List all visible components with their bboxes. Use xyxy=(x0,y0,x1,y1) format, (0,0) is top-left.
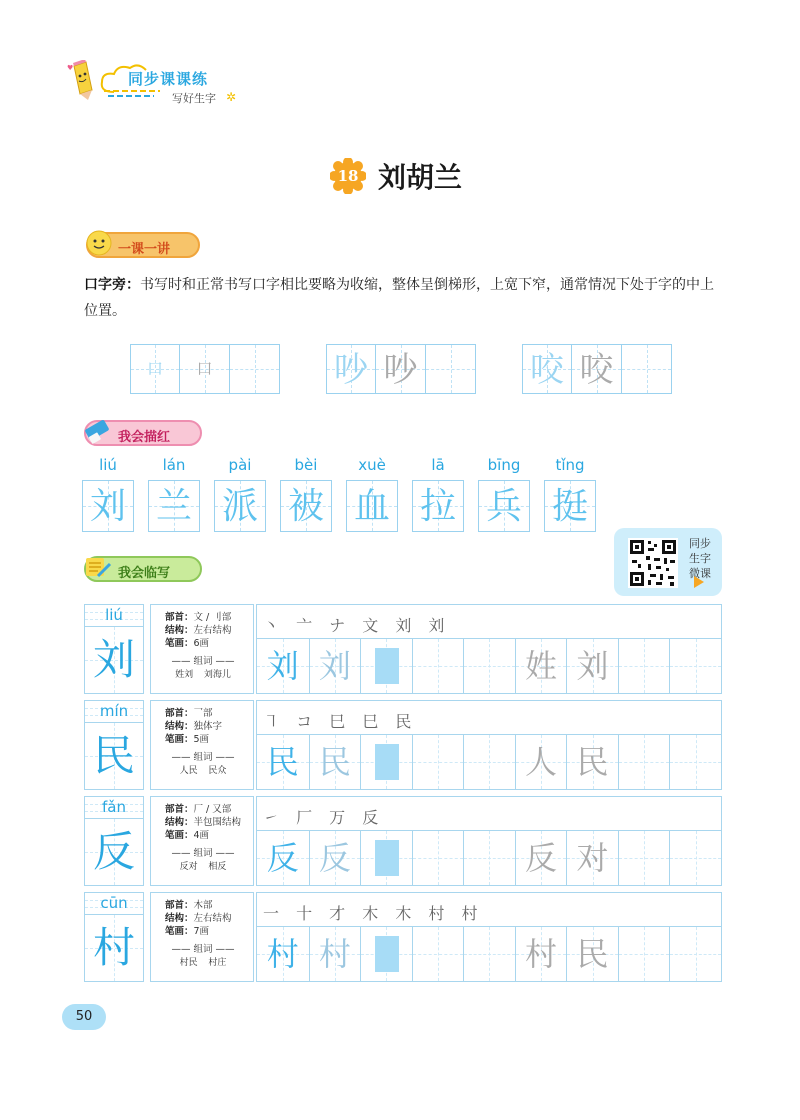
practice-cell[interactable] xyxy=(618,639,670,693)
stroke-order: ㇕ コ 巳 巳 民 xyxy=(263,712,418,731)
svg-text:♥: ♥ xyxy=(67,64,74,72)
model-char-cell xyxy=(84,796,144,886)
trace-cell[interactable] xyxy=(148,480,200,532)
practice-grid xyxy=(256,892,722,982)
trace-pinyin: liú xyxy=(99,456,117,474)
model-char-grid xyxy=(85,819,143,885)
qr-label-line: 生字 xyxy=(689,552,711,565)
intro-text: 书写时和正常书写口字相比要略为收缩，整体呈倒梯形，上宽下窄，通常情况下处于字的中上位置。 xyxy=(84,277,714,319)
practice-cell[interactable] xyxy=(412,831,464,885)
trace-item xyxy=(412,456,464,532)
practice-char: 村 xyxy=(318,935,351,973)
practice-cell[interactable] xyxy=(618,831,670,885)
practice-cells xyxy=(257,927,721,981)
trace-pinyin: lā xyxy=(431,456,445,474)
pinyin-lines xyxy=(85,893,143,915)
page-number-badge xyxy=(62,1004,106,1030)
example-cell[interactable] xyxy=(426,344,476,394)
model-char-cell xyxy=(84,604,144,694)
practice-cell[interactable] xyxy=(412,735,464,789)
model-char: 村 xyxy=(92,923,135,972)
radical-line xyxy=(165,803,253,816)
page-number: 50 xyxy=(75,1009,93,1024)
practice-char: 民 xyxy=(266,743,299,781)
trace-pinyin: bīng xyxy=(487,456,521,474)
section-copy-label: 我会临写 xyxy=(118,566,171,581)
radical-line xyxy=(165,611,253,624)
example-char: 口 xyxy=(146,359,163,378)
trace-char: 兵 xyxy=(485,486,522,527)
practice-cell xyxy=(309,831,361,885)
trace-char: 派 xyxy=(221,486,258,527)
strokes-value: 7画 xyxy=(193,926,210,937)
trace-item xyxy=(82,456,134,532)
play-icon[interactable] xyxy=(694,576,704,588)
series-subtitle: 写好生字 xyxy=(172,92,216,105)
example-cell[interactable] xyxy=(622,344,672,394)
structure-value: 左右结构 xyxy=(193,913,232,924)
example-cell xyxy=(130,344,180,394)
trace-cell[interactable] xyxy=(280,480,332,532)
model-pinyin: liú xyxy=(105,606,123,624)
qr-label xyxy=(684,536,716,581)
trace-pinyin: xuè xyxy=(358,456,386,474)
practice-cell xyxy=(360,639,412,693)
trace-char: 拉 xyxy=(419,486,456,527)
words-list: 人民 民众 xyxy=(179,766,227,776)
practice-cell xyxy=(515,831,567,885)
practice-char: 刘 xyxy=(318,647,351,685)
example-char: 吵 xyxy=(383,350,418,390)
section-lecture-label: 一课一讲 xyxy=(118,242,171,257)
sun-icon: ✲ xyxy=(226,90,237,104)
trace-cell[interactable] xyxy=(412,480,464,532)
trace-item xyxy=(544,456,596,532)
example-cell xyxy=(376,344,426,394)
char-info-box xyxy=(150,796,254,886)
dash-decoration xyxy=(104,88,164,98)
strokes-line xyxy=(165,925,253,938)
micro-lesson-qr-card[interactable] xyxy=(614,528,722,596)
structure-label: 结构： xyxy=(165,721,194,732)
practice-cell xyxy=(566,639,618,693)
series-logo xyxy=(60,52,240,112)
trace-item xyxy=(148,456,200,532)
trace-pinyin: tǐng xyxy=(555,456,585,474)
structure-line xyxy=(165,912,253,925)
practice-cell xyxy=(360,735,412,789)
model-char-cell xyxy=(84,892,144,982)
model-char-grid xyxy=(85,723,143,789)
model-char: 刘 xyxy=(92,635,135,684)
radical-value: 厂 / 又部 xyxy=(193,804,232,815)
strokes-value: 4画 xyxy=(193,830,210,841)
intro-term: 口字旁： xyxy=(84,277,140,293)
practice-cell xyxy=(566,735,618,789)
radical-label: 部首： xyxy=(165,804,194,815)
practice-cell[interactable] xyxy=(412,639,464,693)
practice-cell xyxy=(257,927,309,981)
model-char: 民 xyxy=(92,731,135,780)
trace-row xyxy=(82,456,602,532)
pinyin-lines xyxy=(85,797,143,819)
practice-grid xyxy=(256,604,722,694)
stroke-order-box xyxy=(257,701,721,735)
stroke-order-box xyxy=(257,605,721,639)
trace-char: 刘 xyxy=(89,486,126,527)
practice-char: 民 xyxy=(318,743,351,781)
radical-line xyxy=(165,899,253,912)
pinyin-lines xyxy=(85,605,143,627)
strokes-label: 笔画： xyxy=(165,926,194,937)
pencil-mascot-icon xyxy=(66,60,96,104)
lesson-number: 18 xyxy=(337,167,359,185)
trace-cell[interactable] xyxy=(346,480,398,532)
practice-cell[interactable] xyxy=(669,831,721,885)
practice-char: 村 xyxy=(525,935,558,973)
lesson-number-badge xyxy=(330,158,366,194)
practice-cell xyxy=(566,927,618,981)
strokes-value: 6画 xyxy=(193,638,210,649)
practice-char: 反 xyxy=(318,839,351,877)
radical-label: 部首： xyxy=(165,708,194,719)
stroke-hint-shape xyxy=(375,648,399,684)
lesson-title-bar xyxy=(0,152,800,202)
practice-char: 对 xyxy=(576,839,609,877)
example-group-chao xyxy=(326,344,476,394)
practice-char: 反 xyxy=(266,839,299,877)
trace-cell[interactable] xyxy=(478,480,530,532)
radical-value: 乛部 xyxy=(193,708,213,719)
section-lecture-pill xyxy=(86,232,200,258)
radical-label: 部首： xyxy=(165,900,194,911)
practice-cell xyxy=(257,831,309,885)
smiley-face-icon xyxy=(82,226,116,260)
strokes-line xyxy=(165,733,253,746)
practice-cell[interactable] xyxy=(463,639,515,693)
practice-grid xyxy=(256,700,722,790)
example-group-kou xyxy=(130,344,280,394)
trace-char: 挺 xyxy=(551,486,588,527)
practice-row xyxy=(84,892,722,982)
section-trace-label: 我会描红 xyxy=(118,430,171,445)
practice-cell xyxy=(360,927,412,981)
intro-paragraph xyxy=(84,272,724,324)
practice-row xyxy=(84,796,722,886)
strokes-label: 笔画： xyxy=(165,734,194,745)
example-cell[interactable] xyxy=(230,344,280,394)
practice-cells xyxy=(257,831,721,885)
example-char: 口 xyxy=(196,359,213,378)
trace-char: 兰 xyxy=(155,486,192,527)
practice-cell[interactable] xyxy=(669,639,721,693)
trace-pinyin: pài xyxy=(228,456,252,474)
strokes-line xyxy=(165,637,253,650)
trace-cell[interactable] xyxy=(544,480,596,532)
char-info-box xyxy=(150,700,254,790)
practice-cells xyxy=(257,639,721,693)
example-char: 咬 xyxy=(530,350,564,390)
strokes-value: 5画 xyxy=(193,734,210,745)
practice-cell xyxy=(309,927,361,981)
practice-char: 刘 xyxy=(266,647,299,685)
trace-item xyxy=(214,456,266,532)
practice-char: 村 xyxy=(266,935,299,973)
practice-char: 反 xyxy=(525,839,558,877)
practice-cell[interactable] xyxy=(463,735,515,789)
words-list: 反对 相反 xyxy=(179,862,227,872)
practice-row xyxy=(84,700,722,790)
stroke-hint-shape xyxy=(375,840,399,876)
practice-cell[interactable] xyxy=(669,735,721,789)
example-char: 咬 xyxy=(579,350,614,390)
qr-label-line: 微课 xyxy=(689,567,711,580)
radical-value: 木部 xyxy=(193,900,213,911)
model-char-cell xyxy=(84,700,144,790)
practice-char: 民 xyxy=(576,935,609,973)
radical-line xyxy=(165,707,253,720)
example-cell xyxy=(522,344,572,394)
practice-cells xyxy=(257,735,721,789)
strokes-line xyxy=(165,829,253,842)
practice-cell[interactable] xyxy=(618,735,670,789)
trace-item xyxy=(280,456,332,532)
trace-item xyxy=(478,456,530,532)
example-cell xyxy=(572,344,622,394)
structure-line xyxy=(165,816,253,829)
practice-cell[interactable] xyxy=(412,927,464,981)
strokes-label: 笔画： xyxy=(165,830,194,841)
practice-cell xyxy=(515,639,567,693)
structure-value: 半包围结构 xyxy=(193,817,242,828)
practice-char: 人 xyxy=(525,743,558,781)
section-trace-pill xyxy=(84,420,202,446)
trace-cell[interactable] xyxy=(82,480,134,532)
words-title: —— 组词 —— xyxy=(171,656,235,667)
practice-row xyxy=(84,604,722,694)
practice-cell xyxy=(515,927,567,981)
words-list: 姓刘 刘海儿 xyxy=(175,670,231,680)
stroke-order: ㇀ 厂 万 反 xyxy=(263,808,385,827)
example-cell xyxy=(326,344,376,394)
trace-pinyin: lán xyxy=(162,456,186,474)
practice-grid xyxy=(256,796,722,886)
trace-pinyin: bèi xyxy=(294,456,318,474)
practice-cell[interactable] xyxy=(463,831,515,885)
structure-value: 独体字 xyxy=(193,721,223,732)
structure-value: 左右结构 xyxy=(193,625,232,636)
practice-cell xyxy=(515,735,567,789)
stroke-order: 丶 亠 ナ 文 刘 刘 xyxy=(263,616,451,635)
model-pinyin: mín xyxy=(99,702,129,720)
practice-cell xyxy=(257,639,309,693)
stroke-order: 一 十 才 木 木 村 村 xyxy=(263,904,484,923)
example-char: 吵 xyxy=(334,350,368,390)
practice-cell[interactable] xyxy=(618,927,670,981)
practice-cell[interactable] xyxy=(669,927,721,981)
char-info-box xyxy=(150,604,254,694)
words-list: 村民 村庄 xyxy=(179,958,227,968)
structure-label: 结构： xyxy=(165,817,194,828)
words-title: —— 组词 —— xyxy=(171,752,235,763)
practice-cell[interactable] xyxy=(463,927,515,981)
practice-cell xyxy=(309,735,361,789)
structure-line xyxy=(165,720,253,733)
example-group-yao xyxy=(522,344,672,394)
trace-item xyxy=(346,456,398,532)
radical-label: 部首： xyxy=(165,612,194,623)
practice-char: 民 xyxy=(576,743,609,781)
trace-char: 被 xyxy=(287,486,324,527)
structure-label: 结构： xyxy=(165,625,194,636)
structure-line xyxy=(165,624,253,637)
notepad-pencil-icon xyxy=(80,550,114,584)
practice-cell xyxy=(360,831,412,885)
stroke-hint-shape xyxy=(375,744,399,780)
structure-label: 结构： xyxy=(165,913,194,924)
stroke-hint-shape xyxy=(375,936,399,972)
section-copy-pill xyxy=(84,556,202,582)
words-title: —— 组词 —— xyxy=(171,944,235,955)
strokes-label: 笔画： xyxy=(165,638,194,649)
practice-cell xyxy=(566,831,618,885)
stroke-order-box xyxy=(257,797,721,831)
practice-char: 姓 xyxy=(525,647,558,685)
words-title: —— 组词 —— xyxy=(171,848,235,859)
eraser-icon xyxy=(80,414,114,448)
model-pinyin: cūn xyxy=(100,894,128,912)
qr-code-icon[interactable] xyxy=(628,538,678,588)
char-info-box xyxy=(150,892,254,982)
model-char: 反 xyxy=(92,827,135,876)
model-pinyin: fǎn xyxy=(102,798,126,816)
page-title: 刘胡兰 xyxy=(378,161,463,194)
trace-cell[interactable] xyxy=(214,480,266,532)
model-char-grid xyxy=(85,915,143,981)
radical-value: 文 / 刂部 xyxy=(193,612,232,623)
model-char-grid xyxy=(85,627,143,693)
practice-char: 刘 xyxy=(576,647,609,685)
series-title: 同步课课练 xyxy=(128,70,209,88)
stroke-order-box xyxy=(257,893,721,927)
pinyin-lines xyxy=(85,701,143,723)
qr-label-line: 同步 xyxy=(689,537,711,550)
trace-char: 血 xyxy=(353,486,390,527)
example-cell xyxy=(180,344,230,394)
practice-cell xyxy=(257,735,309,789)
practice-cell xyxy=(309,639,361,693)
